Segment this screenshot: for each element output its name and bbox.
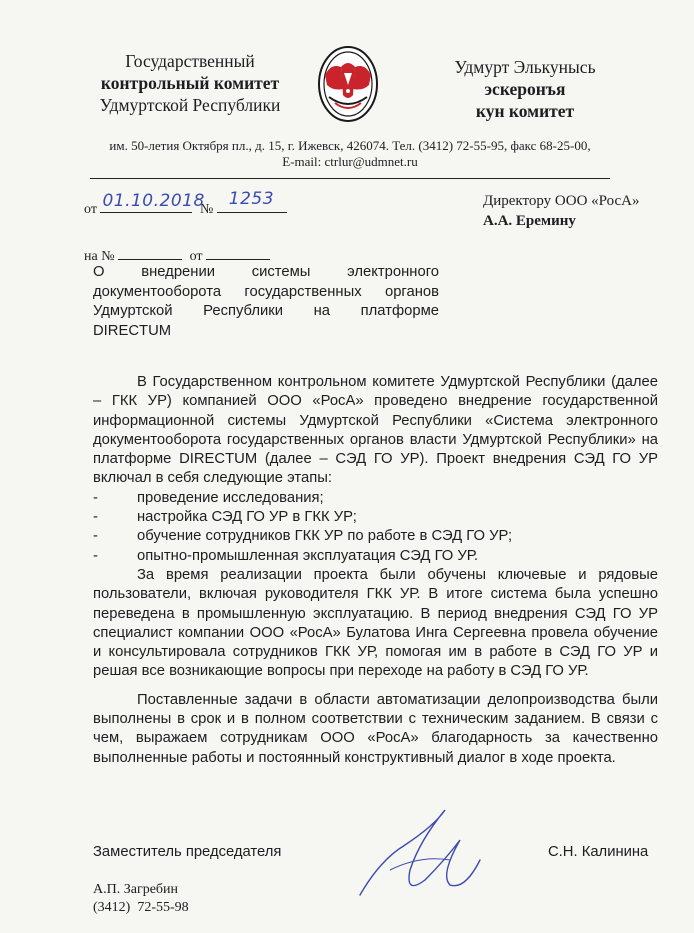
org-name-line3: Удмуртской Республики <box>99 95 281 115</box>
org-name-russian <box>60 50 320 116</box>
handwritten-number: 1253 <box>228 189 275 209</box>
list-item: - обучение сотрудников ГКК УР по работе в СЭД ГО УР; <box>93 528 513 545</box>
body-paragraph-3: Поставленные задачи в области автоматизации делопроизводства были выполнены в срок и в полном соответствии с техническим заданием. В связи с чем, выражаем сотрудникам ООО «РосА» благодарность за качественно выполненные работы и постоянный конструктивный диалог в ходе проекта. <box>93 691 658 766</box>
signer-position: Заместитель председателя <box>93 844 282 860</box>
reply-from-label: от <box>189 249 203 264</box>
list-item-text: опытно-промышленная эксплуатация СЭД ГО УР. <box>137 547 478 564</box>
org-name-udmurt <box>405 56 645 122</box>
org-name-udm-line3: кун комитет <box>475 101 575 121</box>
list-item-text: обучение сотрудников ГКК УР по работе в СЭД ГО УР; <box>137 528 513 545</box>
address-line: им. 50-летия Октября пл., д. 15, г. Ижевск, 426074. Тел. (3412) 72-55-95, факс 68-25-00, <box>109 138 591 153</box>
executor-phone: (3412) 72-55-98 <box>93 900 189 915</box>
org-name-udm-line1: Удмурт Элькунысь <box>454 57 596 77</box>
outgoing-number-row <box>84 189 324 219</box>
number-field <box>217 189 287 213</box>
reply-label: на № <box>84 249 115 264</box>
date-field <box>100 191 205 213</box>
handwritten-signature-icon <box>350 800 490 910</box>
executor-block <box>93 881 189 917</box>
subject-text: О внедрении системы электронного документооборота государственных органов Удмуртской Республики на платформе DIRECTUM <box>93 264 439 339</box>
body-paragraph-2: За время реализации проекта были обучены ключевые и рядовые пользователи, включая руководителя ГКК УР. В итоге система была успешно переведена в промышленную эксплуатацию. В период внедрения СЭД ГО УР специалист компании ООО «РосА» Булатова Инга Сергеевна провела обучение и консультировала сотрудников ГКК УР, помогая им в работе в СЭД ГО УР и решая все возникающие вопросы при переходе на работу в СЭД ГО УР. <box>93 566 658 680</box>
recipient-block <box>483 191 640 231</box>
contact-address <box>70 138 630 170</box>
list-item-text: настройка СЭД ГО УР в ГКК УР; <box>137 509 357 526</box>
email-line: E-mail: ctrlur@udmnet.ru <box>282 154 418 169</box>
udmurt-emblem-icon <box>317 45 379 123</box>
org-name-line1: Государственный <box>125 51 255 71</box>
letter-body <box>93 373 658 768</box>
org-name-line2: контрольный комитет <box>100 73 280 93</box>
number-label: № <box>199 202 214 217</box>
letter-subject <box>93 263 439 341</box>
list-item: - опытно-промышленная эксплуатация СЭД ГО УР. <box>93 547 478 564</box>
list-item: - настройка СЭД ГО УР в ГКК УР; <box>93 509 357 526</box>
org-name-udm-line2: эскеронъя <box>484 79 566 99</box>
signer-name: С.Н. Калинина <box>548 844 649 860</box>
from-label: от <box>84 202 97 217</box>
list-item: - проведение исследования; <box>93 489 324 506</box>
header-divider <box>90 178 610 179</box>
recipient-position: Директору ООО «РосА» <box>483 193 640 209</box>
reply-number-field <box>118 245 182 260</box>
reply-date-field <box>206 245 270 260</box>
handwritten-date: 01.10.2018 <box>102 191 205 211</box>
recipient-name: А.А. Еремину <box>483 213 576 229</box>
list-item-text: проведение исследования; <box>137 489 324 506</box>
body-paragraph-1: В Государственном контрольном комитете Удмуртской Республики (далее – ГКК УР) компанией ООО «РосА» проведено внедрение государственной информационной системы Удмуртской Республики «Система электронного документооборота государственных органов власти Удмуртской Республики» на платформе DIRECTUM (далее – СЭД ГО УР). Проект внедрения СЭД ГО УР включал в себя следующие этапы: <box>93 374 658 487</box>
executor-name: А.П. Загребин <box>93 882 179 897</box>
